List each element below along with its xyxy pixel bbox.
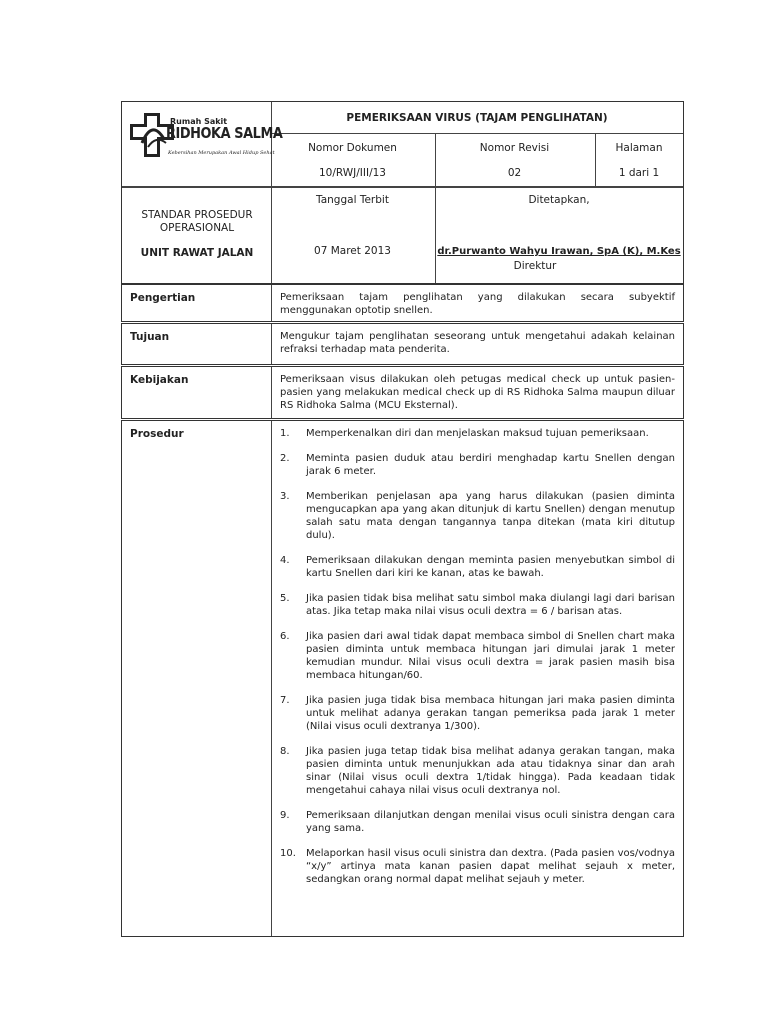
doc-number-value: 10/RWJ/III/13	[319, 167, 386, 179]
procedure-step: 3. Memberikan penjelasan apa yang harus dilakukan (pasien diminta mengucapkan apa yang akan ditunjuk di kartu Snellen) dengan menutup salah satu mata dengan tangannya tanpa ditekan (mata kiri ditutup dulu).	[280, 491, 675, 541]
unit-name: UNIT RAWAT JALAN	[140, 247, 254, 259]
section-label: Prosedur	[130, 428, 184, 440]
established-label: Ditetapkan,	[528, 194, 590, 206]
procedure-step: 10. Melaporkan hasil visus oculi sinistra dan dextra. (Pada pasien vos/vodnya “x/y” artinya mata kanan pasien dapat melihat sejauh x meter, sedangkan orang normal dapat melihat sejauh y meter.	[280, 848, 675, 885]
procedure-step: 7. Jika pasien juga tidak bisa membaca hitungan jari maka pasien diminta untuk melihat adanya gerakan tangan pemeriksa pada jarak 1 meter (Nilai visus oculi dextranya 1/300).	[280, 695, 675, 732]
section-pengertian	[121, 284, 684, 322]
revision-label: Nomor Revisi	[479, 142, 550, 154]
logo-name: RIDHOKA SALMA	[166, 124, 283, 142]
section-prosedur	[121, 420, 684, 937]
section-kebijakan	[121, 366, 684, 419]
section-text: Pemeriksaan visus dilakukan oleh petugas medical check up untuk pasien-pasien yang melakukan medical check up di RS Ridhoka Salma maupun diluar RS Ridhoka Salma (MCU Eksternal).	[280, 374, 675, 411]
section-tujuan	[121, 323, 684, 365]
procedure-step: 5. Jika pasien tidak bisa melihat satu simbol maka diulangi lagi dari barisan atas. Jika tetap maka nilai visus oculi dextra = 6 / barisan atas.	[280, 593, 675, 617]
page-value: 1 dari 1	[618, 167, 660, 179]
signer-name: dr.Purwanto Wahyu Irawan, SpA (K), M.Kes	[437, 246, 681, 257]
revision-value: 02	[507, 167, 522, 179]
logo-top-text: Rumah Sakit	[170, 117, 228, 126]
procedure-step: 2. Meminta pasien duduk atau berdiri menghadap kartu Snellen dengan jarak 6 meter.	[280, 453, 675, 477]
procedure-step: 1. Memperkenalkan diri dan menjelaskan maksud tujuan pemeriksaan.	[280, 428, 649, 439]
logo-tagline: Kebersihan Merupakan Awal Hidup Sehat	[168, 150, 275, 156]
sop-title: STANDAR PROSEDUR OPERASIONAL	[141, 209, 253, 234]
section-label: Tujuan	[130, 331, 170, 343]
procedure-step: 4. Pemeriksaan dilakukan dengan meminta pasien menyebutkan simbol di kartu Snellen dari kiri ke kanan, atas ke bawah.	[280, 555, 675, 579]
document-title: PEMERIKSAAN VIRUS (TAJAM PENGLIHATAN)	[346, 112, 608, 124]
section-text: Mengukur tajam penglihatan seseorang untuk mengetahui adakah kelainan refraksi terhadap mata penderita.	[280, 331, 675, 355]
procedure-step: 6. Jika pasien dari awal tidak dapat membaca simbol di Snellen chart maka pasien diminta untuk membaca hitungan jari dimulai jarak 1 meter kemudian mundur. Nilai visus oculi dextra = jarak pasien masih bisa membaca hitungan/60.	[280, 631, 675, 681]
procedure-steps	[280, 427, 675, 898]
section-label: Kebijakan	[130, 374, 189, 386]
signer-title: Direktur	[513, 260, 557, 272]
procedure-step: 8. Jika pasien juga tetap tidak bisa melihat adanya gerakan tangan, maka pasien diminta untuk menunjukkan ada atau tidaknya sinar dan arah sinar (Nilai visus oculi dextra 1/tidak hingga). Pada keadaan tidak mengetahui cahaya nilai visus oculi dextranya nol.	[280, 746, 675, 796]
page-label: Halaman	[615, 142, 663, 154]
issue-date-value: 07 Maret 2013	[314, 245, 391, 257]
issue-date-label: Tanggal Terbit	[316, 194, 389, 206]
section-text: Pemeriksaan tajam penglihatan yang dilakukan secara subyektif menggunakan optotip snellen.	[280, 292, 675, 316]
doc-number-label: Nomor Dokumen	[308, 142, 397, 154]
procedure-step: 9. Pemeriksaan dilanjutkan dengan menilai visus oculi sinistra dengan cara yang sama.	[280, 810, 675, 834]
section-label: Pengertian	[130, 292, 196, 304]
